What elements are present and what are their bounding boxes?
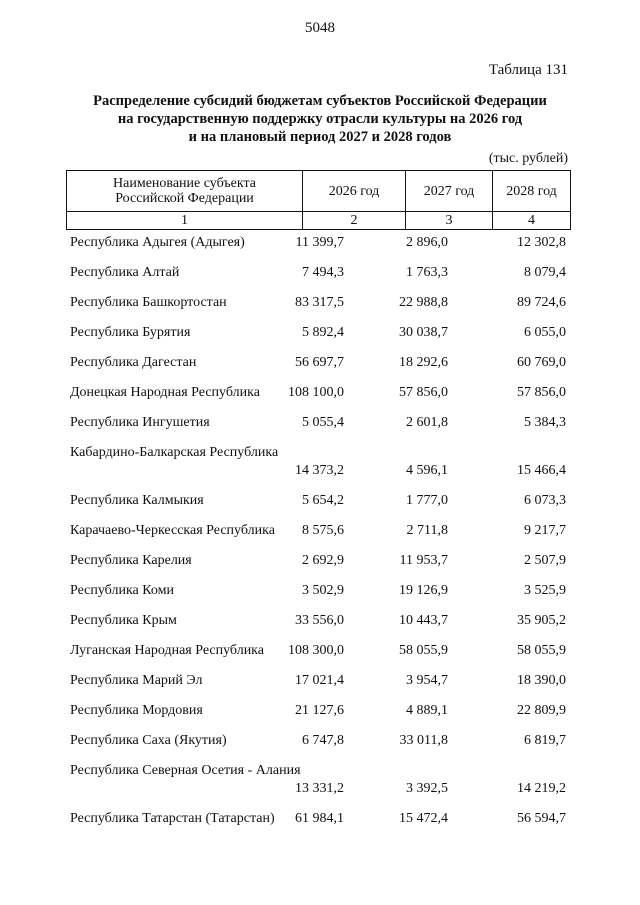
- column-number: 2: [303, 212, 406, 230]
- table-row: [66, 232, 570, 262]
- value-2027: 2 711,8: [406, 523, 448, 538]
- table-row: [66, 520, 570, 550]
- value-2026: 21 127,6: [295, 703, 344, 718]
- region-name: Республика Северная Осетия - Алания: [70, 763, 301, 778]
- value-2028: 22 809,9: [517, 703, 566, 718]
- header-2028: 2028 год: [493, 171, 571, 212]
- table-row: [66, 550, 570, 580]
- table-header: [66, 170, 571, 230]
- region-name: Республика Коми: [70, 583, 174, 598]
- value-2027: 15 472,4: [399, 811, 448, 826]
- header-2027: 2027 год: [406, 171, 493, 212]
- region-name: Донецкая Народная Республика: [70, 385, 260, 400]
- value-2026: 56 697,7: [295, 355, 344, 370]
- column-number: 1: [67, 212, 303, 230]
- table-row: [66, 760, 570, 808]
- value-2028: 9 217,7: [524, 523, 566, 538]
- value-2026: 83 317,5: [295, 295, 344, 310]
- table-row: [66, 730, 570, 760]
- region-name: Луганская Народная Республика: [70, 643, 264, 658]
- value-2026: 11 399,7: [295, 235, 344, 250]
- value-2026: 108 300,0: [288, 643, 344, 658]
- value-2026: 5 892,4: [302, 325, 344, 340]
- column-number: 4: [493, 212, 571, 230]
- title-line: Распределение субсидий бюджетам субъектов Российской Федерации: [93, 93, 547, 109]
- header-name-column: Наименование субъекта Российской Федерации: [67, 171, 303, 212]
- region-name: Республика Башкортостан: [70, 295, 227, 310]
- table-row: [66, 700, 570, 730]
- region-name: Карачаево-Черкесская Республика: [70, 523, 275, 538]
- table-row: [66, 490, 570, 520]
- region-name: Республика Саха (Якутия): [70, 733, 227, 748]
- value-2026: 33 556,0: [295, 613, 344, 628]
- table-body: [66, 232, 570, 838]
- column-number: 3: [406, 212, 493, 230]
- value-2027: 18 292,6: [399, 355, 448, 370]
- region-name: Республика Татарстан (Татарстан): [70, 811, 275, 826]
- table-row: [66, 382, 570, 412]
- value-2028: 5 384,3: [524, 415, 566, 430]
- table-row: [66, 808, 570, 838]
- value-2026: 14 373,2: [295, 463, 344, 478]
- value-2028: 60 769,0: [517, 355, 566, 370]
- value-2027: 22 988,8: [399, 295, 448, 310]
- table-row: [66, 352, 570, 382]
- value-2026: 108 100,0: [288, 385, 344, 400]
- value-2028: 57 856,0: [517, 385, 566, 400]
- value-2027: 33 011,8: [399, 733, 448, 748]
- value-2026: 17 021,4: [295, 673, 344, 688]
- value-2027: 30 038,7: [399, 325, 448, 340]
- header-2026: 2026 год: [303, 171, 406, 212]
- region-name: Республика Карелия: [70, 553, 192, 568]
- units-label: (тыс. рублей): [488, 151, 568, 166]
- value-2028: 14 219,2: [517, 781, 566, 796]
- value-2028: 12 302,8: [517, 235, 566, 250]
- table-row: [66, 610, 570, 640]
- value-2028: 3 525,9: [524, 583, 566, 598]
- value-2028: 8 079,4: [524, 265, 566, 280]
- value-2028: 89 724,6: [517, 295, 566, 310]
- value-2026: 13 331,2: [295, 781, 344, 796]
- title-line: на государственную поддержку отрасли культуры на 2026 год: [117, 111, 523, 127]
- value-2027: 1 777,0: [406, 493, 448, 508]
- page-number: 5048: [305, 20, 335, 36]
- region-name: Республика Марий Эл: [70, 673, 203, 688]
- table-label: Таблица 131: [488, 62, 568, 78]
- value-2028: 58 055,9: [517, 643, 566, 658]
- value-2027: 2 601,8: [406, 415, 448, 430]
- value-2027: 2 896,0: [406, 235, 448, 250]
- value-2027: 4 596,1: [406, 463, 448, 478]
- value-2026: 7 494,3: [302, 265, 344, 280]
- value-2026: 61 984,1: [295, 811, 344, 826]
- table-row: [66, 292, 570, 322]
- value-2026: 6 747,8: [302, 733, 344, 748]
- value-2027: 58 055,9: [399, 643, 448, 658]
- region-name: Республика Адыгея (Адыгея): [70, 235, 245, 250]
- title-line: и на плановый период 2027 и 2028 годов: [188, 129, 452, 145]
- value-2026: 2 692,9: [302, 553, 344, 568]
- region-name: Республика Калмыкия: [70, 493, 204, 508]
- value-2028: 35 905,2: [517, 613, 566, 628]
- value-2027: 11 953,7: [399, 553, 448, 568]
- value-2027: 3 954,7: [406, 673, 448, 688]
- table-row: [66, 412, 570, 442]
- table-row: [66, 262, 570, 292]
- region-name: Республика Крым: [70, 613, 177, 628]
- table-title: [0, 92, 640, 146]
- table-row: [66, 580, 570, 610]
- value-2028: 6 819,7: [524, 733, 566, 748]
- value-2028: 6 055,0: [524, 325, 566, 340]
- value-2027: 4 889,1: [406, 703, 448, 718]
- table-row: [66, 640, 570, 670]
- region-name: Республика Алтай: [70, 265, 180, 280]
- value-2026: 3 502,9: [302, 583, 344, 598]
- region-name: Республика Ингушетия: [70, 415, 210, 430]
- value-2027: 19 126,9: [399, 583, 448, 598]
- table-row: [66, 442, 570, 490]
- value-2026: 5 654,2: [302, 493, 344, 508]
- value-2026: 5 055,4: [302, 415, 344, 430]
- value-2028: 18 390,0: [517, 673, 566, 688]
- region-name: Кабардино-Балкарская Республика: [70, 445, 279, 460]
- value-2028: 6 073,3: [524, 493, 566, 508]
- value-2027: 57 856,0: [399, 385, 448, 400]
- value-2026: 8 575,6: [302, 523, 344, 538]
- table-row: [66, 670, 570, 700]
- region-name: Республика Мордовия: [70, 703, 203, 718]
- value-2028: 15 466,4: [517, 463, 566, 478]
- value-2028: 2 507,9: [524, 553, 566, 568]
- value-2027: 10 443,7: [399, 613, 448, 628]
- region-name: Республика Дагестан: [70, 355, 197, 370]
- value-2027: 3 392,5: [406, 781, 448, 796]
- value-2028: 56 594,7: [517, 811, 566, 826]
- value-2027: 1 763,3: [406, 265, 448, 280]
- table-row: [66, 322, 570, 352]
- region-name: Республика Бурятия: [70, 325, 191, 340]
